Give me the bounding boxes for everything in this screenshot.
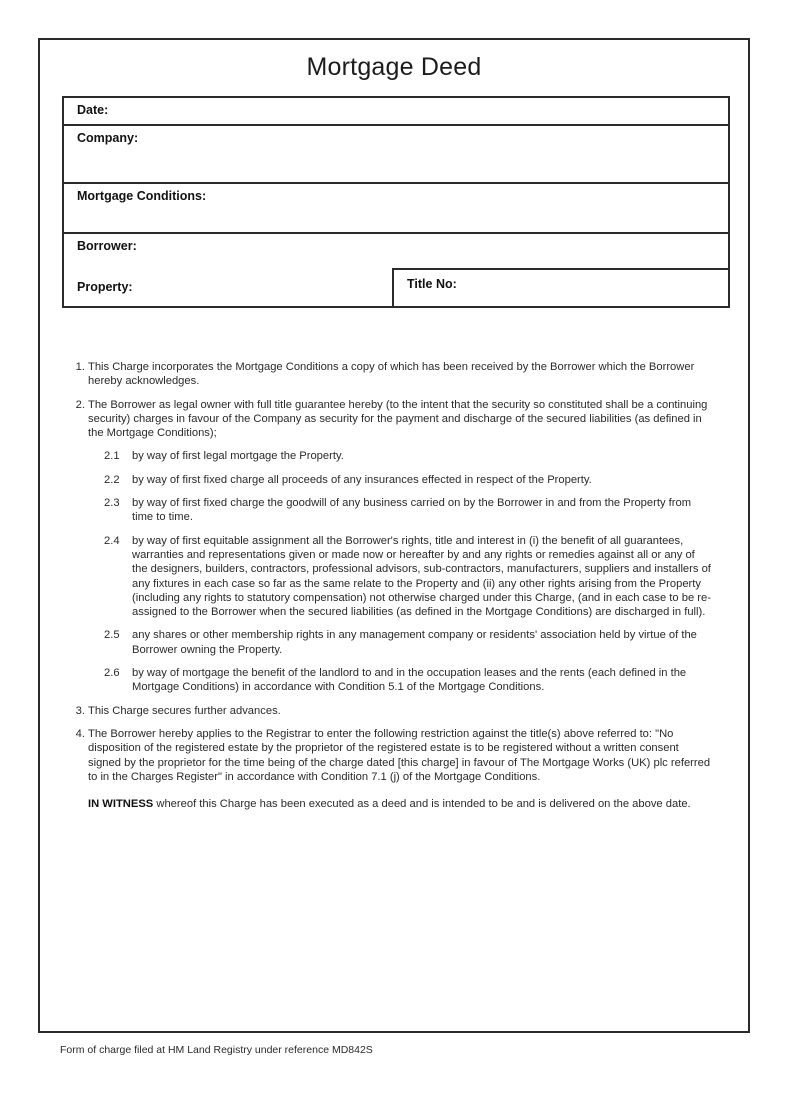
clause-item	[62, 704, 712, 718]
clause-item	[62, 727, 712, 784]
in-witness-text: whereof this Charge has been executed as a deed and is intended to be and is delivered on the above date.	[153, 798, 691, 811]
in-witness-paragraph	[62, 797, 712, 811]
clause-text: The Borrower as legal owner with full title guarantee hereby (to the intent that the security so constituted shall be a continuing security) charges in favour of the Company as security for the payment and discharge of the secured liabilities (as defined in the Mortgage Conditions);	[88, 398, 708, 440]
clause-number: 2.6	[104, 667, 120, 680]
page-border	[38, 38, 750, 1033]
clause-text: This Charge incorporates the Mortgage Conditions a copy of which has been received by the Borrower which the Borrower hereby acknowledges.	[88, 361, 695, 388]
clause-number: 2.5	[104, 629, 120, 642]
particulars-table	[62, 96, 730, 308]
table-row-borrower-property	[64, 234, 728, 306]
page-title: Mortgage Deed	[306, 53, 482, 81]
clause-number: 1.	[75, 361, 85, 373]
clause-sub-item	[62, 628, 712, 657]
clause-number: 4.	[75, 727, 85, 740]
clause-text: This Charge secures further advances.	[88, 704, 281, 717]
clause-sub-item	[62, 496, 712, 525]
clause-sub-item	[62, 666, 712, 695]
clause-number: 2.4	[104, 534, 120, 547]
clause-text: any shares or other membership rights in any management company or residents' association held by virtue of the Borrower owning the Property.	[132, 629, 697, 656]
clause-text: by way of mortgage the benefit of the landlord to and in the occupation leases and the rents (each defined in the Mortgage Conditions) in accordance with Condition 5.1 of the Mortgage Conditions.	[132, 667, 687, 694]
property-label: Property:	[77, 280, 133, 294]
clause-sub-item	[62, 534, 712, 620]
clause-text: by way of first equitable assignment all the Borrower's rights, title and interest in (i) the benefit of all guarantees, warranties and representations given or made now or hereafter by and any rights or remedies against all or any of the designers, builders, contractors, professional advisors, sub-contractors, manufacturers, suppliers and installers of any fixtures in each case so far as the same relate to the Property and (ii) any other rights arising from the Property (including any rights to statutory compensation) not otherwise charged under this Charge, (and in each case to be re-assigned to the Borrower when the secured liabilities (as defined in the Mortgage Conditions) are discharged in full).	[132, 534, 711, 619]
mortgage-conditions-label: Mortgage Conditions:	[77, 189, 207, 203]
clause-sub-item	[62, 473, 712, 487]
date-label: Date:	[77, 103, 109, 117]
table-row-date	[64, 98, 728, 126]
clause-number: 2.	[75, 398, 85, 411]
clause-number: 3.	[75, 704, 85, 717]
title-no-label: Title No:	[407, 277, 457, 291]
clause-number: 2.1	[104, 450, 120, 463]
table-row-company	[64, 126, 728, 184]
footer-note: Form of charge filed at HM Land Registry under reference MD842S	[60, 1044, 373, 1056]
clause-text: by way of first fixed charge the goodwill of any business carried on by the Borrower in and from the Property from time to time.	[132, 497, 692, 524]
table-row-mortgage-conditions	[64, 184, 728, 234]
clause-sub-item	[62, 449, 712, 463]
company-label: Company:	[77, 131, 139, 145]
clause-item	[62, 360, 712, 389]
clause-number: 2.2	[104, 473, 120, 486]
in-witness-lead: IN WITNESS	[88, 798, 154, 811]
borrower-label: Borrower:	[77, 239, 137, 253]
clause-item	[62, 398, 712, 441]
clause-text: by way of first fixed charge all proceeds of any insurances effected in respect of the Property.	[132, 473, 592, 486]
title-no-cell	[392, 268, 730, 308]
clause-text: The Borrower hereby applies to the Registrar to enter the following restriction against the title(s) above referred to: "No disposition of the registered estate by the proprietor of the registered estate is to be registered without a written consent signed by the proprietor for the time being of the charge dated [this charge] in favour of The Mortgage Works (UK) plc referred to in the Charges Register" in accordance with Condition 7.1 (j) of the Mortgage Conditions.	[88, 727, 711, 783]
clause-list	[62, 360, 712, 811]
clause-number: 2.3	[104, 497, 120, 510]
clause-text: by way of first legal mortgage the Property.	[132, 450, 344, 463]
